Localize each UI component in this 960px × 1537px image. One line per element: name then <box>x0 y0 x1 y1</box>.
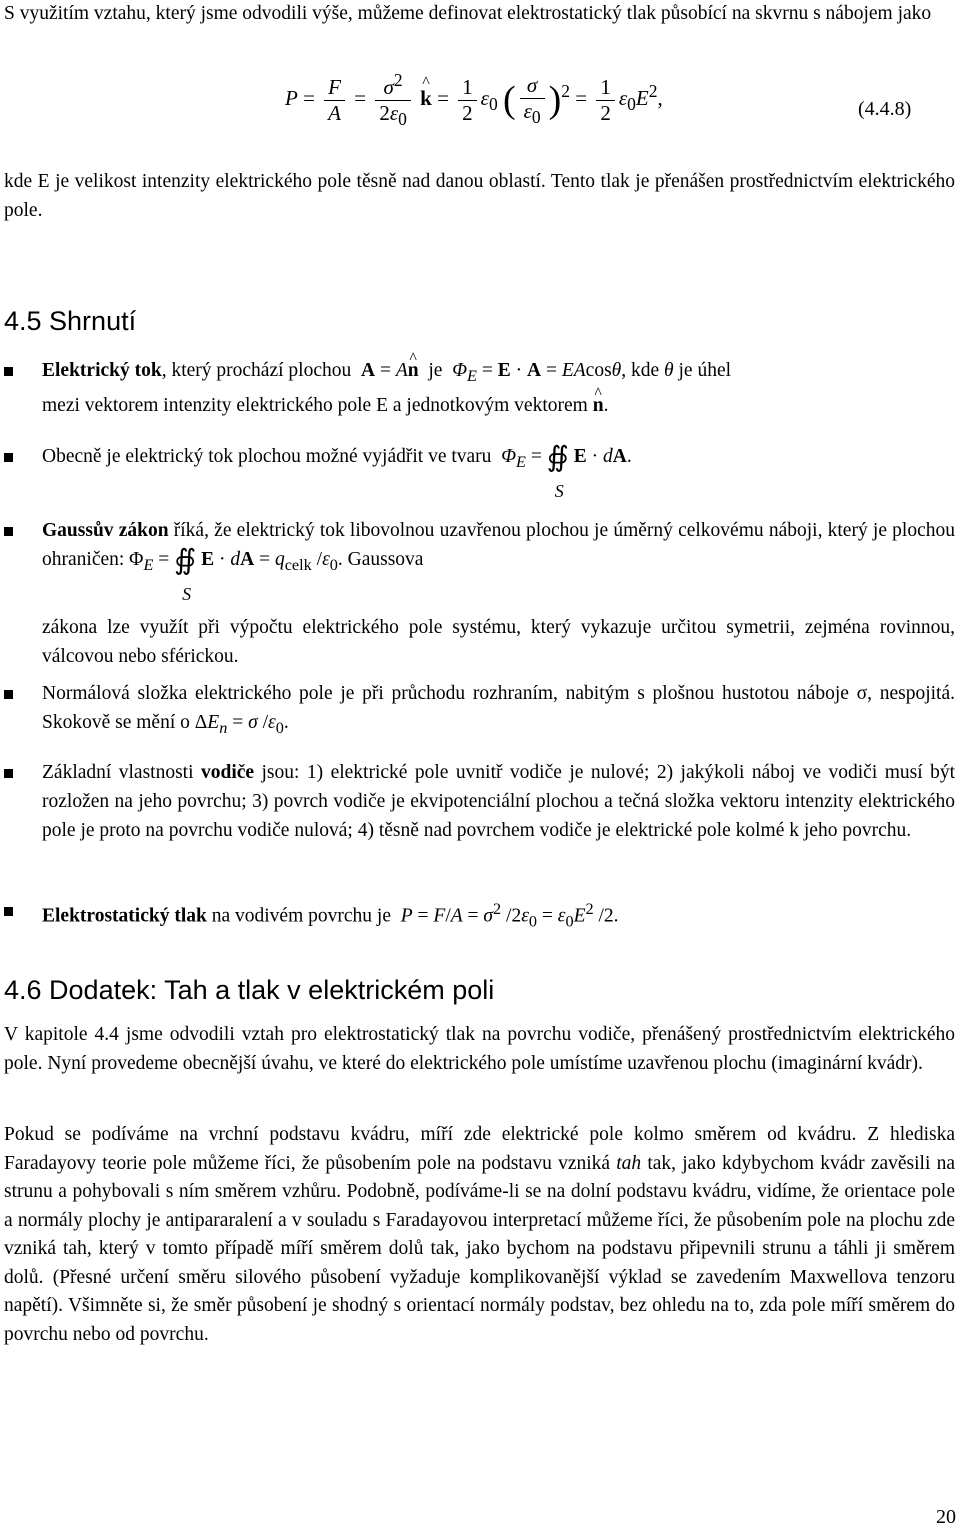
bold-term: Elektrostatický tlak <box>42 905 207 927</box>
bullet-icon <box>4 907 13 916</box>
page-number: 20 <box>936 1506 956 1528</box>
summary-item-flux-integral: Obecně je elektrický tok plochou možné vyjádřit ve tvaru $\Phi_E$ = ∯ S E · dA. <box>42 442 632 502</box>
bullet-icon <box>4 367 13 376</box>
summary-item-gauss: Gaussův zákon říká, že elektrický tok libovolnou uzavřenou plochou je úměrný celkovému náboji, který je plochou ohraničen: $\Phi_E$ = ∯ S E · dA = $q_{celk}$ $/\varepsilon_0$. Gaussova <box>42 520 955 605</box>
bold-term: Gaussův zákon <box>42 520 169 541</box>
appendix-paragraph-1: V kapitole 4.4 jsme odvodili vztah pro elektrostatický tlak na povrchu vodiče, přenášený prostřednictvím elektrického pole. Nyní provedeme obecnější úvahu, ve které do elektrického pole umístíme uzavřenou plochu (imaginární kvádr). <box>4 1024 955 1074</box>
bullet-icon <box>4 769 13 778</box>
bold-term: vodiče <box>200 762 255 783</box>
emphasis-term: tah <box>616 1152 642 1174</box>
bullet-icon <box>4 690 13 699</box>
intro-paragraph-2: kde E je velikost intenzity elektrického pole těsně nad danou oblastí. Tento tlak je přenášen prostřednictvím elektrického pole. <box>4 171 955 221</box>
section-heading-4-6: 4.6 Dodatek: Tah a tlak v elektrickém poli <box>4 975 495 1005</box>
equation-number: (4.4.8) <box>858 98 912 120</box>
bullet-icon <box>4 527 13 536</box>
summary-item-gauss-cont: zákona lze využít při výpočtu elektrického pole systému, který vykazuje určitou symetrii, zejména rovinnou, válcovou nebo sférickou. <box>42 617 955 667</box>
summary-item-flux: Elektrický tok, který prochází plochou A = A^ n je $\Phi_E = E \cdot A = EAcos\theta$, kde θ je úhel mezi vektorem intenzity elektrického pole E a jednotkovým vektorem ^ n. <box>42 356 955 420</box>
summary-item-normal-component: Normálová složka elektrického pole je při průchodu rozhraním, nabitým s plošnou hustotou náboje σ, nespojitá. Skokově se mění o $\Delta E_n = \sigma$ $/\varepsilon_0$. <box>42 683 955 737</box>
summary-item-pressure: Elektrostatický tlak na vodivém povrchu je $P = F/A = \sigma^2$ $/2\varepsilon_0 = \varepsilon_0E^2$ /2. <box>42 900 619 931</box>
intro-paragraph: S využitím vztahu, který jsme odvodili výše, můžeme definovat elektrostatický tlak působící na skvrnu s nábojem jako <box>4 3 932 24</box>
appendix-paragraph-2: Pokud se podíváme na vrchní podstavu kvádru, míří zde elektrické pole kolmo směrem od kvádru. Z hlediska Faradayovy teorie pole můžeme říci, že působením pole na podstavu vzniká tah tak, jako kdybychom kvádr zavěsili na strunu a pohybovali s ním směrem vzhůru. Podobně, podíváme-li se na dolní podstavu kvádru, vidíme, že orientace pole a normály plochy je antipararalení a v souladu s Faradayovou interpretací můžeme říci, že působením pole na plochu zde vzniká tah, který v tomto případě míří směrem dolů tak, jako bychom na podstavu připevnili strunu a táhli ji směrem dolů. (Přesné určení směru silového působení vyžaduje komplikovanější výklad se zavedením Maxwellova tenzoru napětí). Všimněte si, že směr působení je shodný s orientací normály podstav, bez ohledu na to, zda pole míří směrem do povrchu nebo od povrchu. <box>4 1124 955 1345</box>
section-heading-4-5: 4.5 Shrnutí <box>4 306 137 336</box>
pressure-equation: P = $\frac{F}{A}$ = $\frac{\sigma^2}{2\varepsilon_0}$ ^ k = $\frac{1}{2}$ $\varepsilon_0$ ( $\frac{\sigma}{\varepsilon_0}$ )$^2$ = $\frac{1}{2}$ $\varepsilon_0E^2$, <box>285 70 663 130</box>
summary-item-conductor: Základní vlastnosti vodiče jsou: 1) elektrické pole uvnitř vodiče je nulové; 2) jakýkoli náboj ve vodiči musí být rozložen na jeho povrchu; 3) povrch vodiče je ekvipotenciální plochou a tečná složka vektoru intenzity elektrického pole je proto na povrchu vodiče nulová; 4) těsně nad povrchem vodiče je elektrické pole kolmé k jeho povrchu. <box>42 762 955 841</box>
bullet-icon <box>4 453 13 462</box>
bold-term: Elektrický tok <box>42 360 162 381</box>
